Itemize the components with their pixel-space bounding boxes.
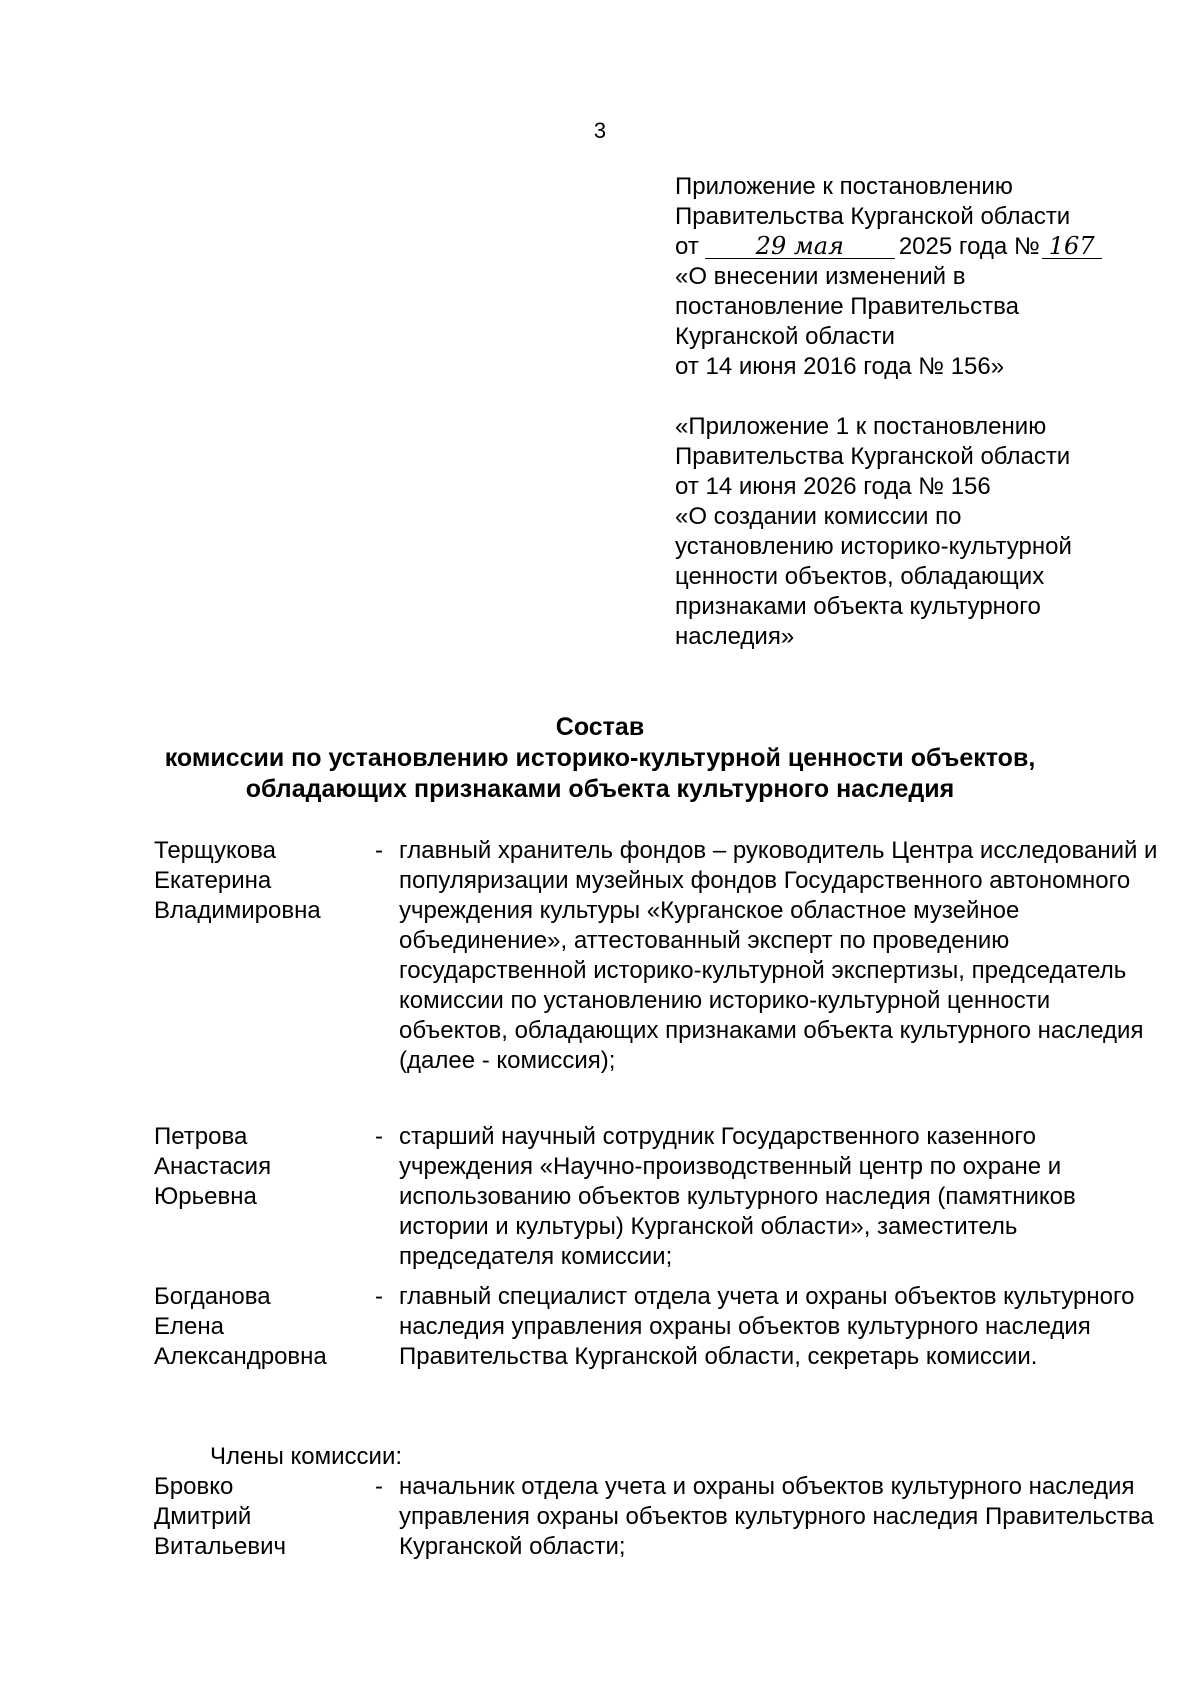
- appendix-block: [675, 172, 1175, 652]
- appendix-line: Правительства Курганской области: [675, 203, 1071, 230]
- dash: -: [375, 1473, 383, 1500]
- dash: -: [375, 837, 383, 864]
- member-first-name: Анастасия: [154, 1153, 272, 1180]
- heading-subtitle: обладающих признаками объекта культурного наследия: [245, 775, 955, 803]
- appendix-line: «О внесении изменений в: [675, 263, 966, 290]
- appendix-line: Приложение к постановлению: [675, 173, 1013, 200]
- appendix-line: установлению историко-культурной: [675, 533, 1072, 560]
- dash: -: [375, 1283, 383, 1310]
- member-first-name: Дмитрий: [154, 1503, 252, 1530]
- appendix-line: наследия»: [675, 623, 795, 650]
- member-patronymic: Владимировна: [154, 897, 321, 924]
- member-description: главный специалист отдела учета и охраны объектов культурного наследия управления охраны объектов культурного наследия Правительства Курганской области, секретарь комиссии.: [399, 1283, 1135, 1370]
- appendix-line: «Приложение 1 к постановлению: [675, 413, 1047, 440]
- appendix-date-line: [675, 232, 1175, 262]
- member-name: [154, 1472, 359, 1562]
- member-entry-secretary: [154, 1282, 1164, 1372]
- member-patronymic: Александровна: [154, 1343, 327, 1370]
- member-surname: Петрова: [154, 1123, 248, 1150]
- appendix-line: «О создании комиссии по: [675, 503, 962, 530]
- heading-title: Состав: [555, 713, 645, 741]
- member-surname: Бровко: [154, 1473, 234, 1500]
- member-patronymic: Витальевич: [154, 1533, 286, 1560]
- page-number: 3: [593, 118, 607, 143]
- member-name: [154, 1122, 359, 1272]
- appendix-line: признаками объекта культурного: [675, 593, 1041, 620]
- member-first-name: Екатерина: [154, 867, 272, 894]
- member-surname: Терщукова: [154, 837, 276, 864]
- date-prefix: от: [675, 233, 699, 260]
- member-entry: [154, 1472, 1164, 1562]
- member-description: начальник отдела учета и охраны объектов культурного наследия управления охраны объектов культурного наследия Правительства Курганской области;: [399, 1473, 1154, 1560]
- spacer: [675, 382, 1175, 412]
- member-first-name: Елена: [154, 1313, 224, 1340]
- member-entry-deputy: [154, 1122, 1164, 1272]
- member-description: старший научный сотрудник Государственного казенного учреждения «Научно-производственный центр по охране и использованию объектов культурного наследия (памятников истории и культуры) Курганской области», заместитель председателя комиссии;: [399, 1123, 1076, 1270]
- heading-subtitle: комиссии по установлению историко-культурной ценности объектов,: [164, 744, 1036, 772]
- appendix-line: Правительства Курганской области: [675, 443, 1071, 470]
- member-entry-chair: [154, 836, 1164, 1076]
- dash: -: [375, 1123, 383, 1150]
- handwritten-date: 29 мая: [705, 234, 895, 259]
- appendix-line: от 14 июня 2026 года № 156: [675, 473, 991, 500]
- member-name: [154, 1282, 359, 1372]
- appendix-line: постановление Правительства: [675, 293, 1019, 320]
- appendix-line: ценности объектов, обладающих: [675, 563, 1045, 590]
- document-heading: [0, 712, 1200, 805]
- date-suffix: 2025 года №: [898, 233, 1040, 260]
- member-patronymic: Юрьевна: [154, 1183, 257, 1210]
- member-name: [154, 836, 359, 1076]
- handwritten-number: 167: [1042, 234, 1102, 259]
- appendix-line: от 14 июня 2016 года № 156»: [675, 353, 1005, 380]
- member-surname: Богданова: [154, 1283, 271, 1310]
- members-subheading: Члены комиссии:: [210, 1443, 403, 1470]
- member-description: главный хранитель фондов – руководитель Центра исследований и популяризации музейных фондов Государственного автономного учреждения культуры «Курганское областное музейное объединение», аттестованный эксперт по проведению государственной историко-культурной экспертизы, председатель комиссии по установлению историко-культурной ценности объектов, обладающих признаками объекта культурного наследия (далее - комиссия);: [399, 837, 1158, 1074]
- appendix-line: Курганской области: [675, 323, 895, 350]
